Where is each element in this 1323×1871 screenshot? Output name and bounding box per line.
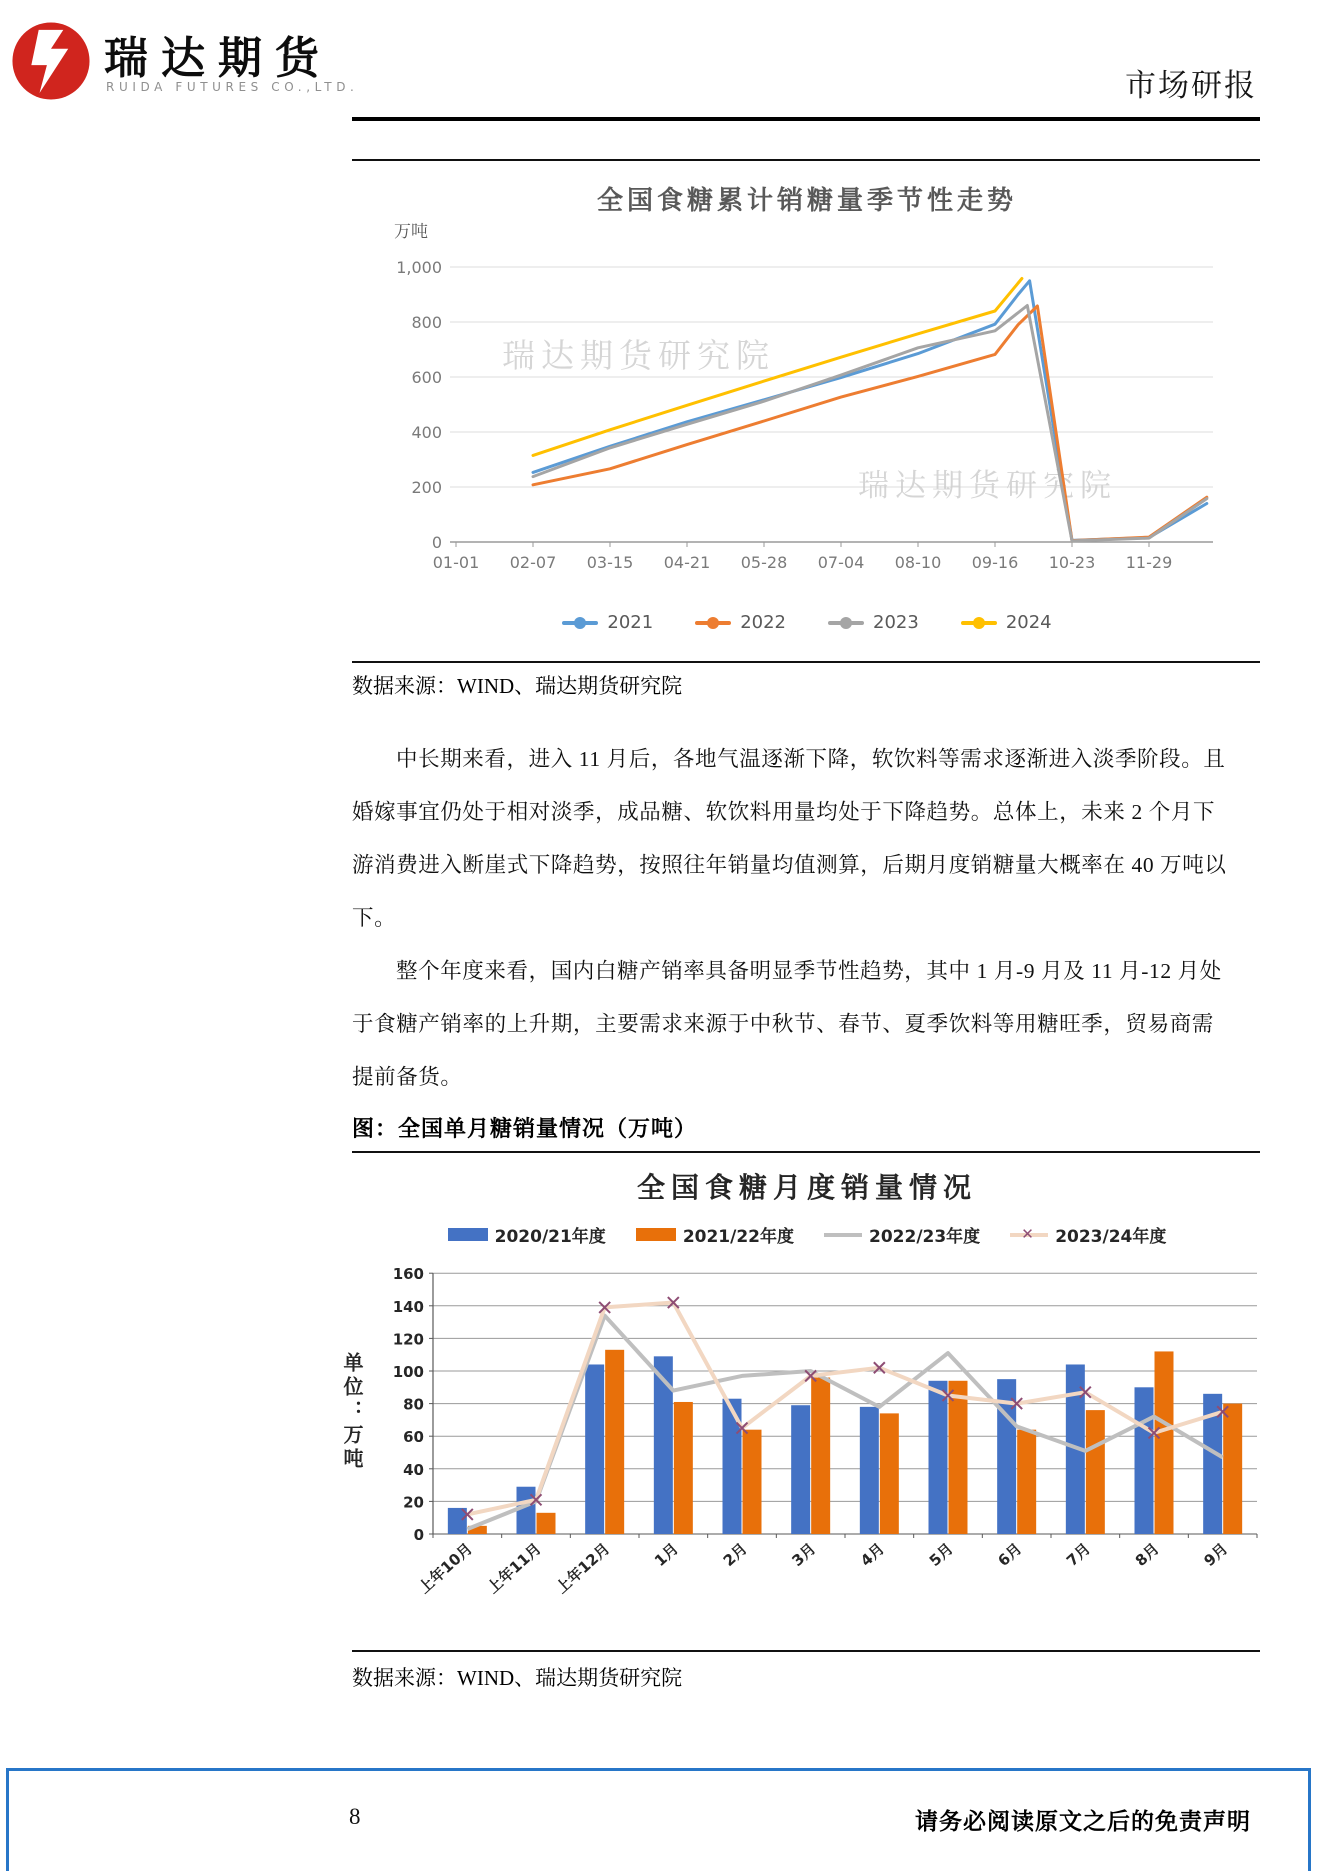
legend-label: 2024 xyxy=(1005,612,1052,633)
paragraph-line: 游消费进入断崖式下降趋势，按照往年销量均值测算，后期月度销糖量大概率在 40 万吨以 xyxy=(352,853,1227,877)
brand-name: 瑞达期货 xyxy=(104,33,332,84)
chart2-legend-item xyxy=(636,1222,794,1247)
doc-type-label: 市场研报 xyxy=(1125,68,1257,104)
legend-line-x-icon: ✕ xyxy=(1010,1228,1048,1242)
chart2-bottom-rule xyxy=(352,1650,1260,1652)
legend-line-dot-icon xyxy=(828,616,864,629)
svg-text:09-16: 09-16 xyxy=(971,553,1019,572)
svg-text:02-07: 02-07 xyxy=(509,553,557,572)
svg-text:600: 600 xyxy=(411,368,442,387)
bar-2020/21年度 xyxy=(1135,1387,1154,1534)
page-number: 8 xyxy=(349,1804,361,1829)
svg-text:11-29: 11-29 xyxy=(1125,553,1173,572)
bar-2020/21年度 xyxy=(517,1487,536,1534)
bar-2021/22年度 xyxy=(811,1378,830,1534)
chart1-bottom-rule xyxy=(352,661,1260,663)
body-text xyxy=(352,733,1264,1104)
legend-line-dot-icon xyxy=(961,616,997,629)
svg-text:上年10月: 上年10月 xyxy=(415,1539,477,1598)
chart2-source-note: 数据来源：WIND、瑞达期货研究院 xyxy=(352,1666,683,1690)
svg-text:800: 800 xyxy=(411,313,442,332)
svg-text:20: 20 xyxy=(403,1493,424,1512)
svg-text:1,000: 1,000 xyxy=(396,258,442,277)
brand-subtitle: RUIDA FUTURES CO.,LTD. xyxy=(106,80,359,94)
legend-bar-swatch-icon xyxy=(636,1228,676,1241)
cumulative-sales-line-chart xyxy=(352,215,1262,607)
svg-text:0: 0 xyxy=(431,533,442,552)
chart2-legend xyxy=(352,1222,1262,1247)
legend-label: 2022/23年度 xyxy=(869,1227,981,1247)
chart1-top-rule xyxy=(352,159,1260,161)
bar-2021/22年度 xyxy=(1223,1404,1242,1534)
series-line-2023/24年度 xyxy=(467,1303,1222,1515)
bar-2021/22年度 xyxy=(674,1402,693,1534)
svg-text:7月: 7月 xyxy=(1063,1539,1095,1570)
legend-label: 2021 xyxy=(607,612,654,633)
chart1-legend-item xyxy=(695,612,786,633)
svg-text:60: 60 xyxy=(403,1428,424,1447)
legend-label: 2023 xyxy=(873,612,919,633)
legend-bar-swatch-icon xyxy=(448,1228,488,1241)
svg-text:08-10: 08-10 xyxy=(894,553,942,572)
bar-2021/22年度 xyxy=(1086,1410,1105,1534)
chart1-legend xyxy=(352,612,1262,633)
bar-2021/22年度 xyxy=(949,1381,968,1534)
svg-text:05-28: 05-28 xyxy=(740,553,788,572)
svg-text:400: 400 xyxy=(411,423,442,442)
bar-2020/21年度 xyxy=(654,1356,673,1534)
svg-text:6月: 6月 xyxy=(994,1539,1026,1570)
chart1-legend-item xyxy=(961,612,1052,633)
svg-text:120: 120 xyxy=(392,1330,424,1349)
legend-line-dot-icon xyxy=(562,616,598,629)
paragraph-line: 婚嫁事宜仍处于相对淡季，成品糖、软饮料用量均处于下降趋势。总体上，未来 2 个月下 xyxy=(352,800,1216,824)
bar-2021/22年度 xyxy=(1155,1351,1174,1534)
figure-caption: 图：全国单月糖销量情况（万吨） xyxy=(352,1116,698,1141)
paragraph-line: 提前备货。 xyxy=(352,1065,463,1089)
legend-label: 2021/22年度 xyxy=(682,1227,794,1247)
svg-text:2月: 2月 xyxy=(719,1539,751,1570)
svg-text:80: 80 xyxy=(403,1395,424,1414)
chart1-source-note: 数据来源：WIND、瑞达期货研究院 xyxy=(352,674,683,698)
svg-text:10-23: 10-23 xyxy=(1048,553,1096,572)
watermark-text: 瑞达期货研究院 xyxy=(858,468,1117,504)
monthly-sales-bar-chart xyxy=(352,1250,1262,1635)
chart1-title: 全国食糖累计销糖量季节性走势 xyxy=(596,186,1017,216)
svg-text:4月: 4月 xyxy=(857,1539,889,1570)
bar-2020/21年度 xyxy=(860,1407,879,1534)
chart2-top-rule xyxy=(352,1151,1260,1153)
svg-text:100: 100 xyxy=(392,1363,424,1381)
bar-2021/22年度 xyxy=(743,1430,762,1534)
footer-disclaimer: 请务必阅读原文之后的免责声明 xyxy=(915,1809,1251,1834)
legend-label: 2023/24年度 xyxy=(1055,1227,1167,1247)
legend-line-dot-icon xyxy=(695,616,731,629)
chart2-legend-item xyxy=(1010,1222,1166,1247)
svg-text:03-15: 03-15 xyxy=(586,553,634,572)
chart2-legend-item xyxy=(448,1222,606,1247)
legend-label: 2020/21年度 xyxy=(494,1227,606,1247)
paragraph-line: 于食糖产销率的上升期，主要需求来源于中秋节、春节、夏季饮料等用糖旺季，贸易商需 xyxy=(352,1012,1214,1036)
svg-text:5月: 5月 xyxy=(925,1539,957,1570)
bar-2020/21年度 xyxy=(929,1381,948,1534)
chart1-unit-label: 万吨 xyxy=(394,222,428,242)
svg-text:140: 140 xyxy=(392,1297,424,1316)
bar-2021/22年度 xyxy=(880,1413,899,1534)
legend-label: 2022 xyxy=(740,612,786,633)
legend-line-icon xyxy=(824,1228,862,1242)
bar-2021/22年度 xyxy=(605,1350,624,1534)
paragraph-line: 中长期来看，进入 11 月后，各地气温逐渐下降，软饮料等需求逐渐进入淡季阶段。且 xyxy=(396,747,1226,771)
bar-2021/22年度 xyxy=(537,1513,556,1534)
paragraph-line: 整个年度来看，国内白糖产销率具备明显季节性趋势，其中 1 月-9 月及 11 月-12 月处 xyxy=(396,959,1222,983)
svg-text:04-21: 04-21 xyxy=(663,553,711,572)
svg-text:07-04: 07-04 xyxy=(817,553,865,572)
bar-2020/21年度 xyxy=(791,1405,810,1534)
svg-text:8月: 8月 xyxy=(1131,1539,1163,1570)
ruida-logo-icon xyxy=(10,20,92,102)
chart1-legend-item xyxy=(828,612,919,633)
svg-text:160: 160 xyxy=(392,1265,424,1284)
series-line-2022/23年度 xyxy=(467,1316,1222,1530)
bar-2021/22年度 xyxy=(1017,1430,1036,1534)
svg-text:上年11月: 上年11月 xyxy=(483,1539,545,1598)
svg-text:01-01: 01-01 xyxy=(432,553,480,572)
header-rule xyxy=(352,117,1260,121)
paragraph-line: 下。 xyxy=(352,906,397,930)
chart2-legend-item xyxy=(824,1222,980,1247)
chart2-title: 全国食糖月度销量情况 xyxy=(636,1171,977,1204)
svg-text:9月: 9月 xyxy=(1200,1539,1232,1570)
svg-text:1月: 1月 xyxy=(651,1539,683,1570)
svg-text:上年12月: 上年12月 xyxy=(552,1539,614,1598)
chart2-y-axis-title: 单位：万吨 xyxy=(340,1352,364,1472)
svg-text:0: 0 xyxy=(413,1526,424,1544)
svg-text:40: 40 xyxy=(403,1460,424,1479)
watermark-text: 瑞达期货研究院 xyxy=(502,336,775,375)
svg-text:200: 200 xyxy=(411,478,442,497)
chart1-legend-item xyxy=(562,612,653,633)
bar-2020/21年度 xyxy=(585,1364,604,1534)
svg-text:3月: 3月 xyxy=(788,1539,820,1570)
